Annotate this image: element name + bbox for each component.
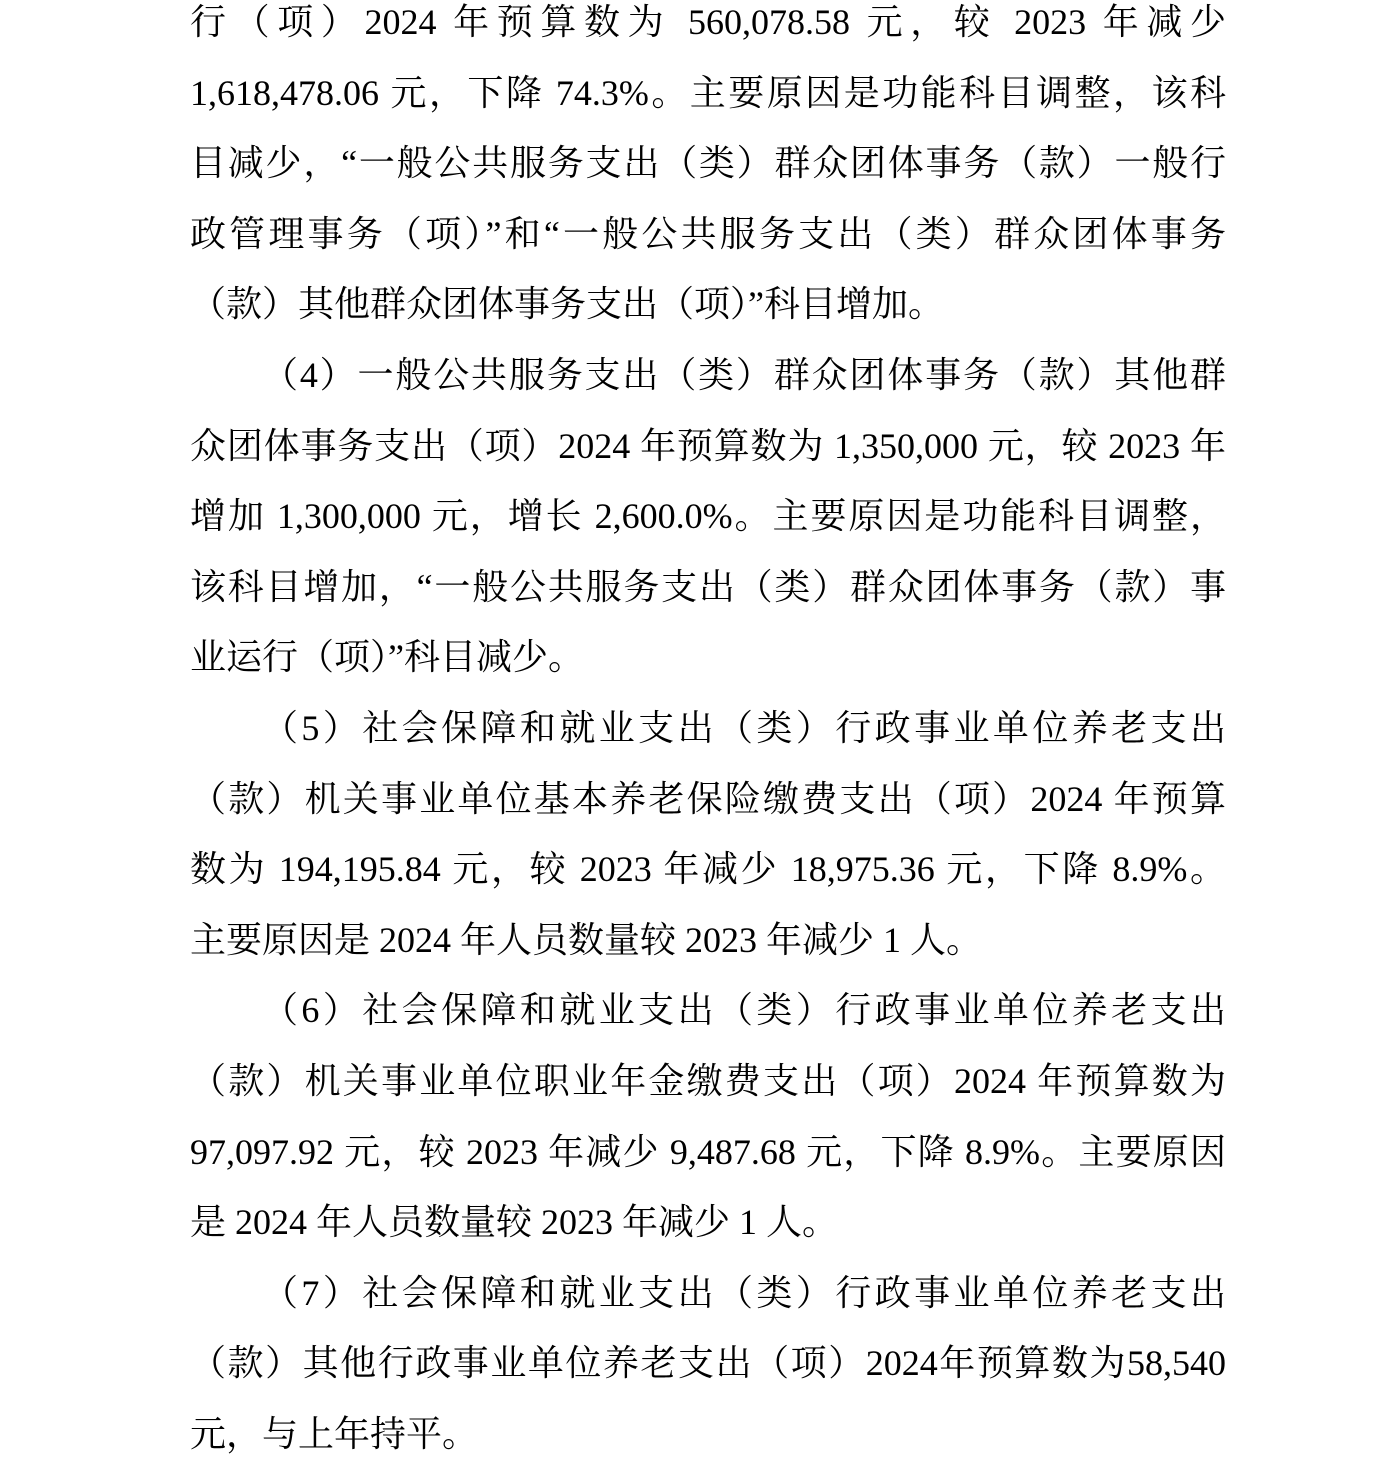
text-line: 元，与上年持平。 bbox=[190, 1413, 479, 1454]
text-line: 业运行（项）”科目减少。 bbox=[190, 637, 584, 678]
paragraph-item-4 bbox=[190, 353, 1226, 679]
text-line: （4）一般公共服务支出（类）群众团体事务（款）其他群 bbox=[262, 354, 1226, 395]
text-line: （款）其他行政事业单位养老支出（项）2024年预算数为58,540 bbox=[190, 1343, 1226, 1384]
text-line: 主要原因是 2024 年人员数量较 2023 年减少 1 人。 bbox=[190, 919, 983, 960]
paragraph-item-7 bbox=[190, 1271, 1226, 1456]
text-line: 增加 1,300,000 元，增长 2,600.0%。主要原因是功能科目调整， bbox=[190, 496, 1226, 537]
text-line: 该科目增加，“一般公共服务支出（类）群众团体事务（款）事 bbox=[190, 566, 1226, 607]
paragraph-continued bbox=[190, 0, 1226, 326]
text-line: 数为 194,195.84 元，较 2023 年减少 18,975.36 元，下降 8.9%。 bbox=[190, 849, 1226, 890]
text-line: （7）社会保障和就业支出（类）行政事业单位养老支出 bbox=[262, 1272, 1226, 1313]
paragraph-item-6 bbox=[190, 988, 1226, 1244]
document-body bbox=[190, 0, 1226, 1456]
text-line: 政管理事务（项）”和“一般公共服务支出（类）群众团体事务 bbox=[190, 213, 1226, 254]
paragraph-item-5 bbox=[190, 706, 1226, 962]
text-line: （5）社会保障和就业支出（类）行政事业单位养老支出 bbox=[262, 707, 1226, 748]
text-line: （款）机关事业单位职业年金缴费支出（项）2024 年预算数为 bbox=[190, 1060, 1226, 1101]
text-line: 1,618,478.06 元，下降 74.3%。主要原因是功能科目调整，该科 bbox=[190, 72, 1226, 113]
text-line: 97,097.92 元，较 2023 年减少 9,487.68 元，下降 8.9%。主要原因 bbox=[190, 1131, 1226, 1172]
text-line: 是 2024 年人员数量较 2023 年减少 1 人。 bbox=[190, 1202, 839, 1243]
text-line: （6）社会保障和就业支出（类）行政事业单位养老支出 bbox=[262, 990, 1226, 1031]
text-line: 目减少，“一般公共服务支出（类）群众团体事务（款）一般行 bbox=[190, 143, 1226, 184]
text-line: （款）其他群众团体事务支出（项）”科目增加。 bbox=[190, 284, 944, 325]
text-line: （款）机关事业单位基本养老保险缴费支出（项）2024 年预算 bbox=[190, 778, 1226, 819]
text-line: 众团体事务支出（项）2024 年预算数为 1,350,000 元，较 2023 年 bbox=[190, 425, 1226, 466]
text-line: 行（项）2024 年预算数为 560,078.58 元，较 2023 年减少 bbox=[190, 2, 1226, 42]
